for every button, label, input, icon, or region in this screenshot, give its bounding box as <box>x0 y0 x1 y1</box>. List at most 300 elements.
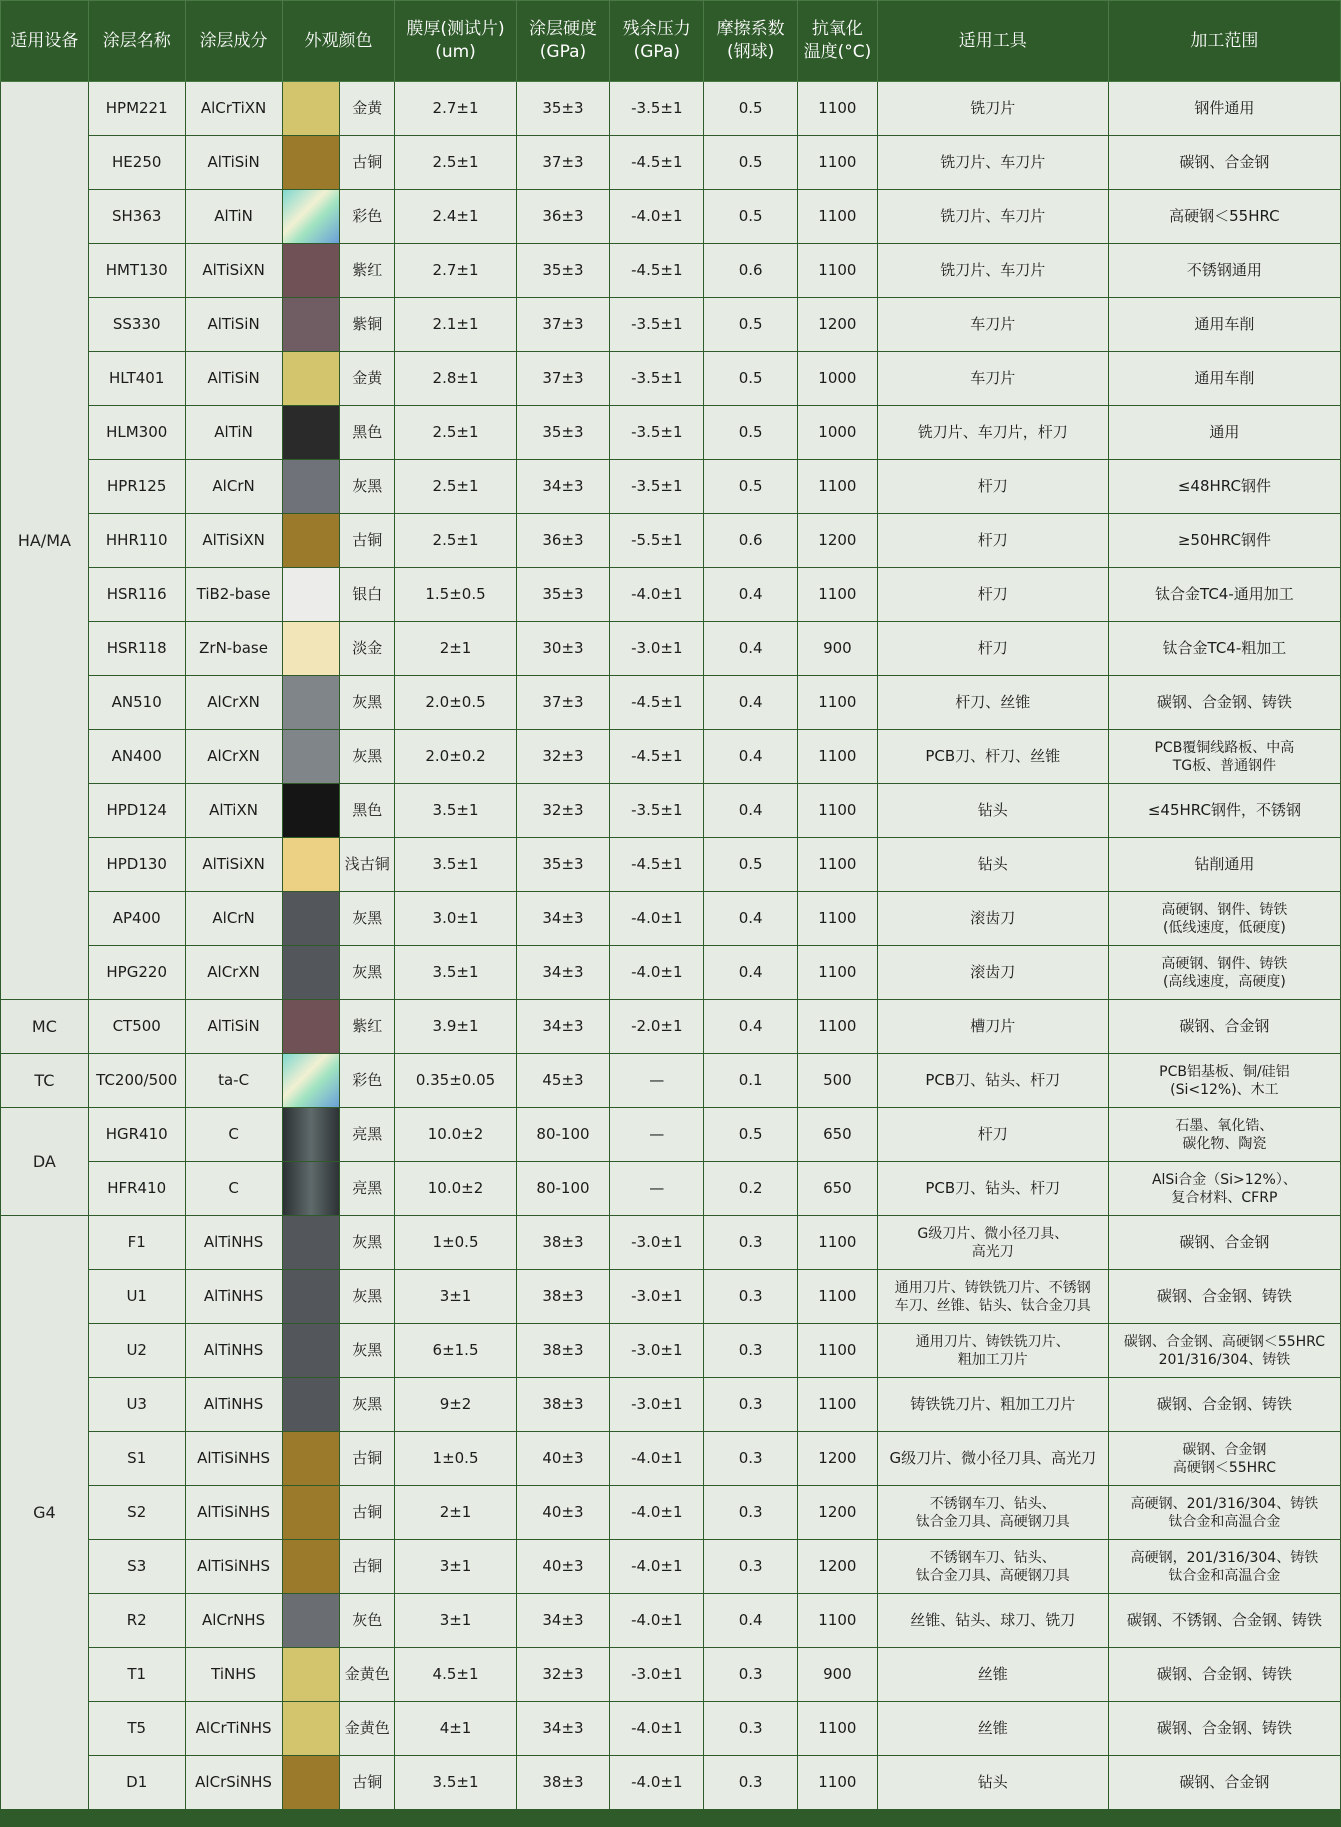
tools-cell: 车刀片 <box>877 298 1108 352</box>
coating-name-cell: T1 <box>88 1648 185 1702</box>
oxidation-temp-cell: 1100 <box>798 1270 878 1324</box>
thickness-cell: 2.5±1 <box>395 136 516 190</box>
coating-name-cell: HHR110 <box>88 514 185 568</box>
header-range: 加工范围 <box>1108 1 1340 82</box>
friction-cell: 0.3 <box>704 1270 798 1324</box>
color-swatch <box>282 1324 340 1378</box>
hardness-cell: 38±3 <box>516 1756 610 1810</box>
hardness-cell: 34±3 <box>516 460 610 514</box>
header-row <box>1 1 1341 82</box>
color-name-cell: 灰黑 <box>340 676 395 730</box>
table-row <box>1 136 1341 190</box>
table-row <box>1 1486 1341 1540</box>
composition-cell: C <box>185 1162 282 1216</box>
residual-stress-cell: -3.5±1 <box>610 298 704 352</box>
thickness-cell: 2±1 <box>395 622 516 676</box>
composition-cell: AlTiSiN <box>185 136 282 190</box>
tools-cell: 通用刀片、铸铁铣刀片、 粗加工刀片 <box>877 1324 1108 1378</box>
range-cell: 碳钢、合金钢 <box>1108 1000 1340 1054</box>
table-row <box>1 730 1341 784</box>
residual-stress-cell: -3.5±1 <box>610 784 704 838</box>
friction-cell: 0.3 <box>704 1432 798 1486</box>
oxidation-temp-cell: 1100 <box>798 730 878 784</box>
oxidation-temp-cell: 1100 <box>798 1378 878 1432</box>
coating-name-cell: U3 <box>88 1378 185 1432</box>
table-row <box>1 1270 1341 1324</box>
tools-cell: 铣刀片、车刀片 <box>877 136 1108 190</box>
color-name-cell: 灰黑 <box>340 730 395 784</box>
range-cell: ≥50HRC钢件 <box>1108 514 1340 568</box>
hardness-cell: 34±3 <box>516 892 610 946</box>
tools-cell: PCB刀、钻头、杆刀 <box>877 1054 1108 1108</box>
color-swatch <box>282 1270 340 1324</box>
oxidation-temp-cell: 1100 <box>798 1000 878 1054</box>
thickness-cell: 3±1 <box>395 1270 516 1324</box>
range-cell: 碳钢、合金钢 高硬钢＜55HRC <box>1108 1432 1340 1486</box>
oxidation-temp-cell: 1100 <box>798 190 878 244</box>
residual-stress-cell: -4.0±1 <box>610 946 704 1000</box>
tools-cell: 车刀片 <box>877 352 1108 406</box>
table-row <box>1 568 1341 622</box>
thickness-cell: 3.5±1 <box>395 1756 516 1810</box>
thickness-cell: 9±2 <box>395 1378 516 1432</box>
swatch-fill <box>283 1270 340 1323</box>
residual-stress-cell: -4.0±1 <box>610 1594 704 1648</box>
hardness-cell: 35±3 <box>516 244 610 298</box>
oxidation-temp-cell: 1100 <box>798 1594 878 1648</box>
range-cell: 碳钢、合金钢、铸铁 <box>1108 1378 1340 1432</box>
swatch-fill <box>283 298 340 351</box>
residual-stress-cell: -3.0±1 <box>610 1324 704 1378</box>
friction-cell: 0.3 <box>704 1324 798 1378</box>
range-cell: 钢件通用 <box>1108 82 1340 136</box>
composition-cell: TiB2-base <box>185 568 282 622</box>
residual-stress-cell: -4.5±1 <box>610 244 704 298</box>
thickness-cell: 2±1 <box>395 1486 516 1540</box>
thickness-cell: 2.0±0.2 <box>395 730 516 784</box>
coating-name-cell: HPG220 <box>88 946 185 1000</box>
table-row <box>1 406 1341 460</box>
coating-name-cell: HPD124 <box>88 784 185 838</box>
color-name-cell: 亮黑 <box>340 1162 395 1216</box>
color-swatch <box>282 1594 340 1648</box>
tools-cell: 杆刀、丝锥 <box>877 676 1108 730</box>
oxidation-temp-cell: 1100 <box>798 244 878 298</box>
residual-stress-cell: -4.5±1 <box>610 136 704 190</box>
hardness-cell: 38±3 <box>516 1270 610 1324</box>
color-name-cell: 黑色 <box>340 784 395 838</box>
color-name-cell: 彩色 <box>340 190 395 244</box>
residual-stress-cell: -2.0±1 <box>610 1000 704 1054</box>
range-cell: 碳钢、合金钢 <box>1108 1216 1340 1270</box>
color-name-cell: 紫红 <box>340 1000 395 1054</box>
swatch-fill <box>283 1108 340 1161</box>
tools-cell: 丝锥、钻头、球刀、铣刀 <box>877 1594 1108 1648</box>
oxidation-temp-cell: 1200 <box>798 1486 878 1540</box>
friction-cell: 0.3 <box>704 1702 798 1756</box>
residual-stress-cell: -3.0±1 <box>610 1216 704 1270</box>
friction-cell: 0.3 <box>704 1486 798 1540</box>
color-swatch <box>282 1486 340 1540</box>
hardness-cell: 37±3 <box>516 352 610 406</box>
hardness-cell: 34±3 <box>516 1702 610 1756</box>
color-name-cell: 紫红 <box>340 244 395 298</box>
oxidation-temp-cell: 1100 <box>798 1702 878 1756</box>
friction-cell: 0.5 <box>704 136 798 190</box>
range-cell: 碳钢、合金钢 <box>1108 136 1340 190</box>
color-name-cell: 古铜 <box>340 1540 395 1594</box>
composition-cell: AlCrXN <box>185 730 282 784</box>
coating-name-cell: TC200/500 <box>88 1054 185 1108</box>
oxidation-temp-cell: 1100 <box>798 946 878 1000</box>
thickness-cell: 1.5±0.5 <box>395 568 516 622</box>
thickness-cell: 3±1 <box>395 1540 516 1594</box>
thickness-cell: 10.0±2 <box>395 1108 516 1162</box>
swatch-fill <box>283 514 340 567</box>
color-name-cell: 银白 <box>340 568 395 622</box>
hardness-cell: 40±3 <box>516 1432 610 1486</box>
friction-cell: 0.4 <box>704 946 798 1000</box>
swatch-fill <box>283 1162 340 1215</box>
range-cell: PCB铝基板、铜/硅铝 (Si<12%)、木工 <box>1108 1054 1340 1108</box>
tools-cell: G级刀片、微小径刀具、 高光刀 <box>877 1216 1108 1270</box>
color-swatch <box>282 568 340 622</box>
color-swatch <box>282 1216 340 1270</box>
range-cell: 高硬钢＜55HRC <box>1108 190 1340 244</box>
residual-stress-cell: -4.5±1 <box>610 676 704 730</box>
hardness-cell: 38±3 <box>516 1378 610 1432</box>
hardness-cell: 32±3 <box>516 784 610 838</box>
friction-cell: 0.4 <box>704 568 798 622</box>
coating-name-cell: HPD130 <box>88 838 185 892</box>
friction-cell: 0.2 <box>704 1162 798 1216</box>
thickness-cell: 0.35±0.05 <box>395 1054 516 1108</box>
table-row <box>1 784 1341 838</box>
coating-name-cell: CT500 <box>88 1000 185 1054</box>
hardness-cell: 35±3 <box>516 406 610 460</box>
range-cell: 碳钢、合金钢、铸铁 <box>1108 1270 1340 1324</box>
composition-cell: TiNHS <box>185 1648 282 1702</box>
equipment-cell: TC <box>1 1054 89 1108</box>
friction-cell: 0.1 <box>704 1054 798 1108</box>
friction-cell: 0.3 <box>704 1378 798 1432</box>
color-name-cell: 紫铜 <box>340 298 395 352</box>
color-swatch <box>282 1378 340 1432</box>
swatch-fill <box>283 784 340 837</box>
swatch-fill <box>283 352 340 405</box>
hardness-cell: 38±3 <box>516 1216 610 1270</box>
coating-name-cell: S1 <box>88 1432 185 1486</box>
table-row <box>1 1000 1341 1054</box>
hardness-cell: 32±3 <box>516 1648 610 1702</box>
thickness-cell: 2.5±1 <box>395 406 516 460</box>
hardness-cell: 30±3 <box>516 622 610 676</box>
friction-cell: 0.4 <box>704 622 798 676</box>
hardness-cell: 35±3 <box>516 838 610 892</box>
swatch-fill <box>283 1702 340 1755</box>
table-row <box>1 1216 1341 1270</box>
hardness-cell: 40±3 <box>516 1540 610 1594</box>
color-name-cell: 灰黑 <box>340 1378 395 1432</box>
friction-cell: 0.5 <box>704 460 798 514</box>
tools-cell: 杆刀 <box>877 460 1108 514</box>
coating-name-cell: HLM300 <box>88 406 185 460</box>
thickness-cell: 2.7±1 <box>395 82 516 136</box>
equipment-cell: MC <box>1 1000 89 1054</box>
swatch-fill <box>283 1486 340 1539</box>
friction-cell: 0.5 <box>704 82 798 136</box>
coating-name-cell: HSR116 <box>88 568 185 622</box>
friction-cell: 0.5 <box>704 298 798 352</box>
color-name-cell: 灰黑 <box>340 1216 395 1270</box>
friction-cell: 0.5 <box>704 352 798 406</box>
color-swatch <box>282 946 340 1000</box>
thickness-cell: 1±0.5 <box>395 1216 516 1270</box>
residual-stress-cell: -4.0±1 <box>610 190 704 244</box>
tools-cell: 杆刀 <box>877 1108 1108 1162</box>
hardness-cell: 38±3 <box>516 1324 610 1378</box>
thickness-cell: 2.5±1 <box>395 514 516 568</box>
range-cell: 不锈钢通用 <box>1108 244 1340 298</box>
oxidation-temp-cell: 1200 <box>798 1540 878 1594</box>
friction-cell: 0.3 <box>704 1756 798 1810</box>
table-row <box>1 514 1341 568</box>
friction-cell: 0.4 <box>704 892 798 946</box>
color-name-cell: 黑色 <box>340 406 395 460</box>
residual-stress-cell: -4.0±1 <box>610 1702 704 1756</box>
composition-cell: AlCrN <box>185 892 282 946</box>
oxidation-temp-cell: 1100 <box>798 568 878 622</box>
equipment-cell: HA/MA <box>1 82 89 1000</box>
range-cell: 通用 <box>1108 406 1340 460</box>
friction-cell: 0.4 <box>704 1594 798 1648</box>
color-name-cell: 浅古铜 <box>340 838 395 892</box>
table-row <box>1 1702 1341 1756</box>
equipment-cell: DA <box>1 1108 89 1216</box>
color-swatch <box>282 1540 340 1594</box>
range-cell: 通用车削 <box>1108 298 1340 352</box>
tools-cell: G级刀片、微小径刀具、高光刀 <box>877 1432 1108 1486</box>
coating-name-cell: HPR125 <box>88 460 185 514</box>
color-name-cell: 金黄色 <box>340 1648 395 1702</box>
color-name-cell: 灰黑 <box>340 946 395 1000</box>
hardness-cell: 45±3 <box>516 1054 610 1108</box>
table-row <box>1 1162 1341 1216</box>
color-swatch <box>282 298 340 352</box>
coating-name-cell: D1 <box>88 1756 185 1810</box>
color-swatch <box>282 1432 340 1486</box>
table-row <box>1 1594 1341 1648</box>
residual-stress-cell: -3.5±1 <box>610 460 704 514</box>
swatch-fill <box>283 1000 340 1053</box>
color-swatch <box>282 1162 340 1216</box>
oxidation-temp-cell: 650 <box>798 1108 878 1162</box>
color-name-cell: 古铜 <box>340 514 395 568</box>
hardness-cell: 37±3 <box>516 676 610 730</box>
table-row <box>1 1540 1341 1594</box>
color-name-cell: 淡金 <box>340 622 395 676</box>
tools-cell: 铣刀片、车刀片，杆刀 <box>877 406 1108 460</box>
composition-cell: AlTiSiNHS <box>185 1540 282 1594</box>
residual-stress-cell: -5.5±1 <box>610 514 704 568</box>
color-name-cell: 灰色 <box>340 1594 395 1648</box>
color-swatch <box>282 190 340 244</box>
composition-cell: ZrN-base <box>185 622 282 676</box>
color-swatch <box>282 730 340 784</box>
residual-stress-cell: -4.0±1 <box>610 1540 704 1594</box>
equipment-cell: G4 <box>1 1216 89 1810</box>
coating-name-cell: SS330 <box>88 298 185 352</box>
color-name-cell: 灰黑 <box>340 1270 395 1324</box>
oxidation-temp-cell: 1200 <box>798 1432 878 1486</box>
composition-cell: AlTiN <box>185 190 282 244</box>
coating-name-cell: HFR410 <box>88 1162 185 1216</box>
oxidation-temp-cell: 1100 <box>798 838 878 892</box>
residual-stress-cell: -3.0±1 <box>610 1378 704 1432</box>
friction-cell: 0.5 <box>704 406 798 460</box>
table-row <box>1 190 1341 244</box>
swatch-fill <box>283 892 340 945</box>
range-cell: 钛合金TC4-粗加工 <box>1108 622 1340 676</box>
swatch-fill <box>283 1756 340 1809</box>
tools-cell: 铣刀片、车刀片 <box>877 190 1108 244</box>
header-residual-stress: 残余压力 (GPa) <box>610 1 704 82</box>
table-row <box>1 1756 1341 1810</box>
composition-cell: AlTiNHS <box>185 1270 282 1324</box>
oxidation-temp-cell: 900 <box>798 622 878 676</box>
friction-cell: 0.3 <box>704 1540 798 1594</box>
friction-cell: 0.3 <box>704 1216 798 1270</box>
color-name-cell: 金黄 <box>340 352 395 406</box>
table-row <box>1 82 1341 136</box>
tools-cell: 丝锥 <box>877 1702 1108 1756</box>
color-name-cell: 灰黑 <box>340 1324 395 1378</box>
tools-cell: 铸铁铣刀片、粗加工刀片 <box>877 1378 1108 1432</box>
residual-stress-cell: — <box>610 1054 704 1108</box>
swatch-fill <box>283 676 340 729</box>
composition-cell: AlTiSiN <box>185 298 282 352</box>
color-swatch <box>282 1000 340 1054</box>
swatch-fill <box>283 136 340 189</box>
residual-stress-cell: -3.5±1 <box>610 82 704 136</box>
friction-cell: 0.4 <box>704 784 798 838</box>
hardness-cell: 37±3 <box>516 298 610 352</box>
swatch-fill <box>283 622 340 675</box>
header-composition: 涂层成分 <box>185 1 282 82</box>
color-swatch <box>282 622 340 676</box>
thickness-cell: 2.7±1 <box>395 244 516 298</box>
residual-stress-cell: -4.0±1 <box>610 568 704 622</box>
hardness-cell: 32±3 <box>516 730 610 784</box>
header-oxidation-temp: 抗氧化 温度(°C) <box>798 1 878 82</box>
friction-cell: 0.4 <box>704 676 798 730</box>
coating-name-cell: HPM221 <box>88 82 185 136</box>
hardness-cell: 80-100 <box>516 1162 610 1216</box>
residual-stress-cell: -4.5±1 <box>610 838 704 892</box>
thickness-cell: 4.5±1 <box>395 1648 516 1702</box>
table-row <box>1 892 1341 946</box>
oxidation-temp-cell: 1100 <box>798 460 878 514</box>
oxidation-temp-cell: 1100 <box>798 1756 878 1810</box>
table-row <box>1 1378 1341 1432</box>
header-tools: 适用工具 <box>877 1 1108 82</box>
range-cell: 碳钢、合金钢、高硬钢＜55HRC 201/316/304、铸铁 <box>1108 1324 1340 1378</box>
tools-cell: 槽刀片 <box>877 1000 1108 1054</box>
residual-stress-cell: -3.5±1 <box>610 352 704 406</box>
range-cell: 石墨、氧化锆、 碳化物、陶瓷 <box>1108 1108 1340 1162</box>
oxidation-temp-cell: 1100 <box>798 1216 878 1270</box>
color-swatch <box>282 1648 340 1702</box>
color-name-cell: 灰黑 <box>340 892 395 946</box>
range-cell: ≤48HRC钢件 <box>1108 460 1340 514</box>
friction-cell: 0.6 <box>704 244 798 298</box>
residual-stress-cell: -3.0±1 <box>610 1648 704 1702</box>
table-row <box>1 838 1341 892</box>
thickness-cell: 3.5±1 <box>395 838 516 892</box>
color-name-cell: 彩色 <box>340 1054 395 1108</box>
table-row <box>1 946 1341 1000</box>
swatch-fill <box>283 1054 340 1107</box>
composition-cell: AlCrXN <box>185 946 282 1000</box>
residual-stress-cell: -4.5±1 <box>610 730 704 784</box>
coating-name-cell: SH363 <box>88 190 185 244</box>
color-swatch <box>282 352 340 406</box>
color-swatch <box>282 676 340 730</box>
range-cell: 钛合金TC4-通用加工 <box>1108 568 1340 622</box>
hardness-cell: 36±3 <box>516 514 610 568</box>
range-cell: 碳钢、合金钢、铸铁 <box>1108 676 1340 730</box>
range-cell: 钻削通用 <box>1108 838 1340 892</box>
range-cell: 高硬钢、钢件、铸铁 (高线速度，高硬度) <box>1108 946 1340 1000</box>
oxidation-temp-cell: 1000 <box>798 406 878 460</box>
range-cell: 通用车削 <box>1108 352 1340 406</box>
composition-cell: AlCrSiNHS <box>185 1756 282 1810</box>
color-name-cell: 古铜 <box>340 136 395 190</box>
header-appearance-color: 外观颜色 <box>282 1 395 82</box>
oxidation-temp-cell: 1100 <box>798 1324 878 1378</box>
residual-stress-cell: -4.0±1 <box>610 1756 704 1810</box>
composition-cell: AlTiSiN <box>185 352 282 406</box>
coating-name-cell: T5 <box>88 1702 185 1756</box>
composition-cell: AlTiSiXN <box>185 514 282 568</box>
composition-cell: AlTiNHS <box>185 1378 282 1432</box>
oxidation-temp-cell: 1100 <box>798 136 878 190</box>
color-swatch <box>282 1108 340 1162</box>
color-name-cell: 古铜 <box>340 1486 395 1540</box>
coating-name-cell: S3 <box>88 1540 185 1594</box>
thickness-cell: 6±1.5 <box>395 1324 516 1378</box>
swatch-fill <box>283 1216 340 1269</box>
color-swatch <box>282 244 340 298</box>
header-thickness: 膜厚(测试片) (um) <box>395 1 516 82</box>
range-cell: 高硬钢，201/316/304、铸铁 钛合金和高温合金 <box>1108 1540 1340 1594</box>
tools-cell: PCB刀、钻头、杆刀 <box>877 1162 1108 1216</box>
friction-cell: 0.5 <box>704 190 798 244</box>
color-swatch <box>282 838 340 892</box>
color-name-cell: 亮黑 <box>340 1108 395 1162</box>
color-name-cell: 灰黑 <box>340 460 395 514</box>
range-cell: 碳钢、合金钢、铸铁 <box>1108 1648 1340 1702</box>
tools-cell: 通用刀片、铸铁铣刀片、不锈钢 车刀、丝锥、钻头、钛合金刀具 <box>877 1270 1108 1324</box>
table-row <box>1 622 1341 676</box>
color-name-cell: 古铜 <box>340 1432 395 1486</box>
oxidation-temp-cell: 500 <box>798 1054 878 1108</box>
tools-cell: 杆刀 <box>877 514 1108 568</box>
hardness-cell: 34±3 <box>516 946 610 1000</box>
coating-name-cell: HE250 <box>88 136 185 190</box>
swatch-fill <box>283 406 340 459</box>
table-body <box>1 82 1341 1810</box>
